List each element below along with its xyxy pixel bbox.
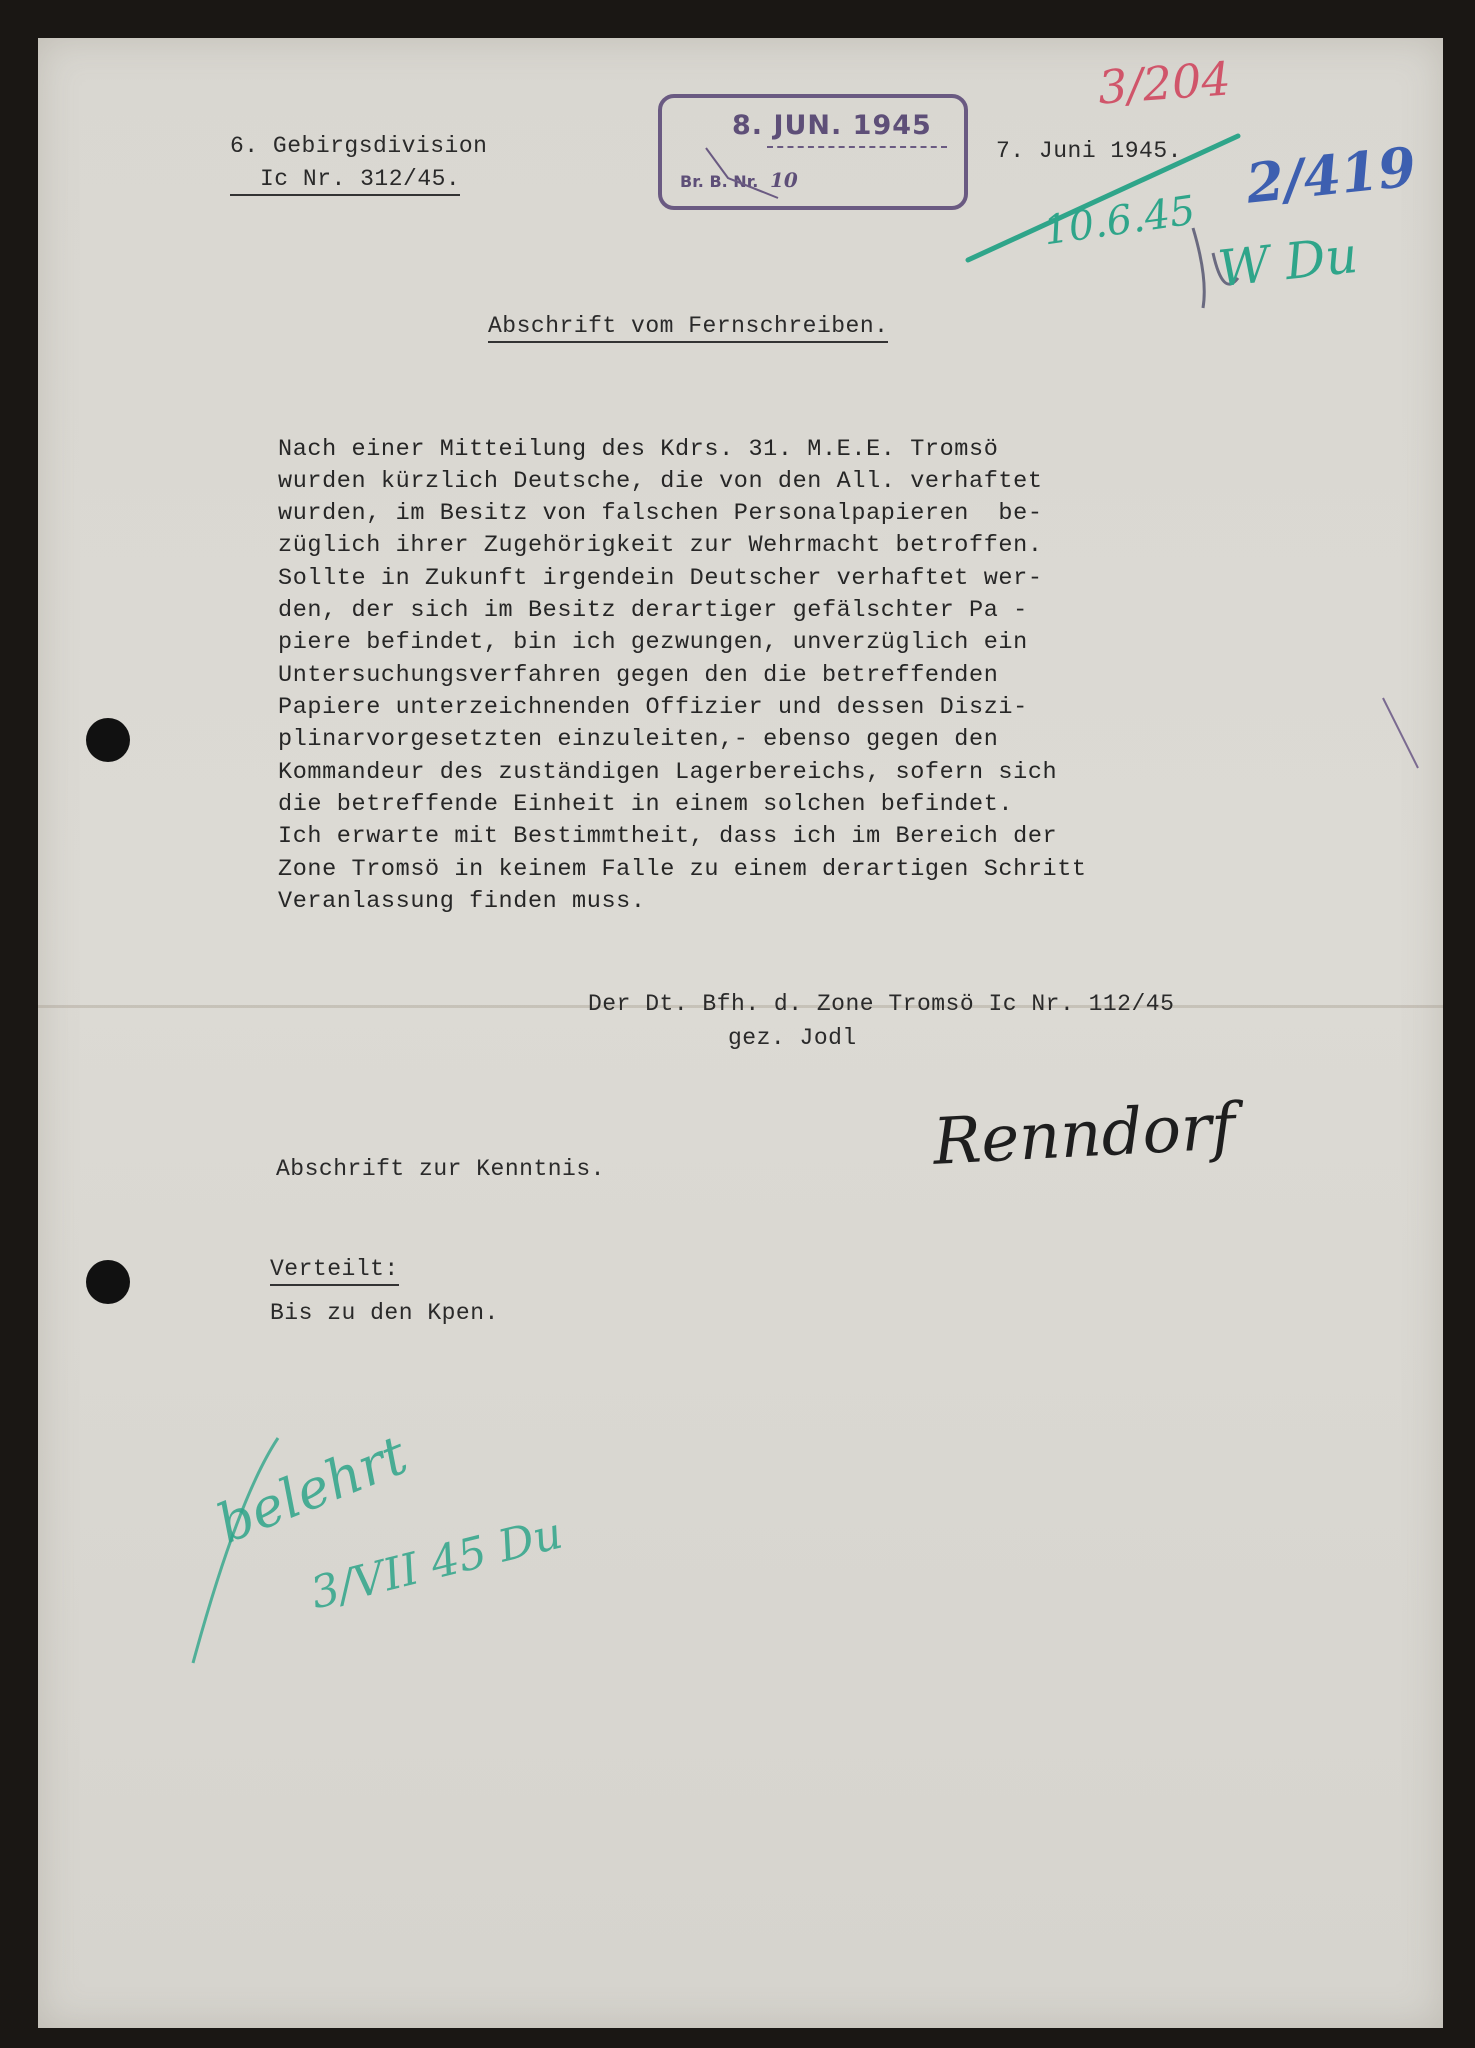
green-pencil-note-date: 3/VII 45 Du <box>305 1507 568 1620</box>
body-line: plinarvorgesetzten einzuleiten,- ebenso gegen den <box>278 726 999 753</box>
margin-pencil-mark <box>1383 698 1418 768</box>
body-line: die betreffende Einheit in einem solchen befindet. <box>278 791 1014 818</box>
red-pencil-reference: 3/204 <box>1096 51 1233 115</box>
distribution-value: Bis zu den Kpen. <box>270 1300 499 1326</box>
body-line: Ich erwarte mit Bestimmtheit, dass ich im Bereich der <box>278 823 1058 850</box>
stamp-date: 8. JUN. 1945 <box>732 110 932 141</box>
body-line: Nach einer Mitteilung des Kdrs. 31. M.E.E. Tromsö <box>278 436 999 463</box>
body-line: Papiere unterzeichnenden Offizier und dessen Diszi- <box>278 694 1028 721</box>
body-line: den, der sich im Besitz derartiger gefälschter Pa - <box>278 597 1028 624</box>
blue-pencil-reference: 2/419 <box>1243 134 1419 216</box>
green-pencil-date: 10.6.45 <box>1040 187 1199 255</box>
body-line: wurden kürzlich Deutsche, die von den All. verhaftet <box>278 468 1043 495</box>
sender-reference: Ic Nr. 312/45. <box>230 166 460 196</box>
body-line: Kommandeur des zuständigen Lagerbereichs, sofern sich <box>278 759 1058 786</box>
body-line: Sollte in Zukunft irgendein Deutscher verhaftet wer- <box>278 565 1043 592</box>
handwritten-signature: Renndorf <box>931 1090 1238 1180</box>
green-pencil-note: belehrt <box>208 1423 416 1556</box>
body-line: wurden, im Besitz von falschen Personalpapieren be- <box>278 500 1043 527</box>
green-pencil-initials: W Du <box>1215 225 1361 299</box>
document-date: 7. Juni 1945. <box>996 138 1182 164</box>
document-page <box>38 38 1443 2028</box>
stamp-tick-mark <box>706 148 778 198</box>
stamp-number: 10 <box>769 168 798 192</box>
copy-note: Abschrift zur Kenntnis. <box>276 1156 605 1182</box>
body-line: Zone Tromsö in keinem Falle zu einem derartigen Schritt <box>278 856 1087 883</box>
body-line: züglich ihrer Zugehörigkeit zur Wehrmacht betroffen. <box>278 532 1043 559</box>
closing-signed-by: gez. Jodl <box>728 1025 857 1051</box>
body-line: Untersuchungsverfahren gegen den die betreffenden <box>278 662 999 689</box>
body-line: piere befindet, bin ich gezwungen, unverzüglich ein <box>278 629 1028 656</box>
stamp-label-text: Br. B. Nr. <box>680 172 759 191</box>
closing-authority: Der Dt. Bfh. d. Zone Tromsö Ic Nr. 112/45 <box>588 991 1175 1017</box>
distribution-label: Verteilt: <box>270 1256 399 1286</box>
body-line: Veranlassung finden muss. <box>278 888 646 915</box>
sender-unit: 6. Gebirgsdivision <box>230 133 488 159</box>
document-heading: Abschrift vom Fernschreiben. <box>488 313 888 343</box>
